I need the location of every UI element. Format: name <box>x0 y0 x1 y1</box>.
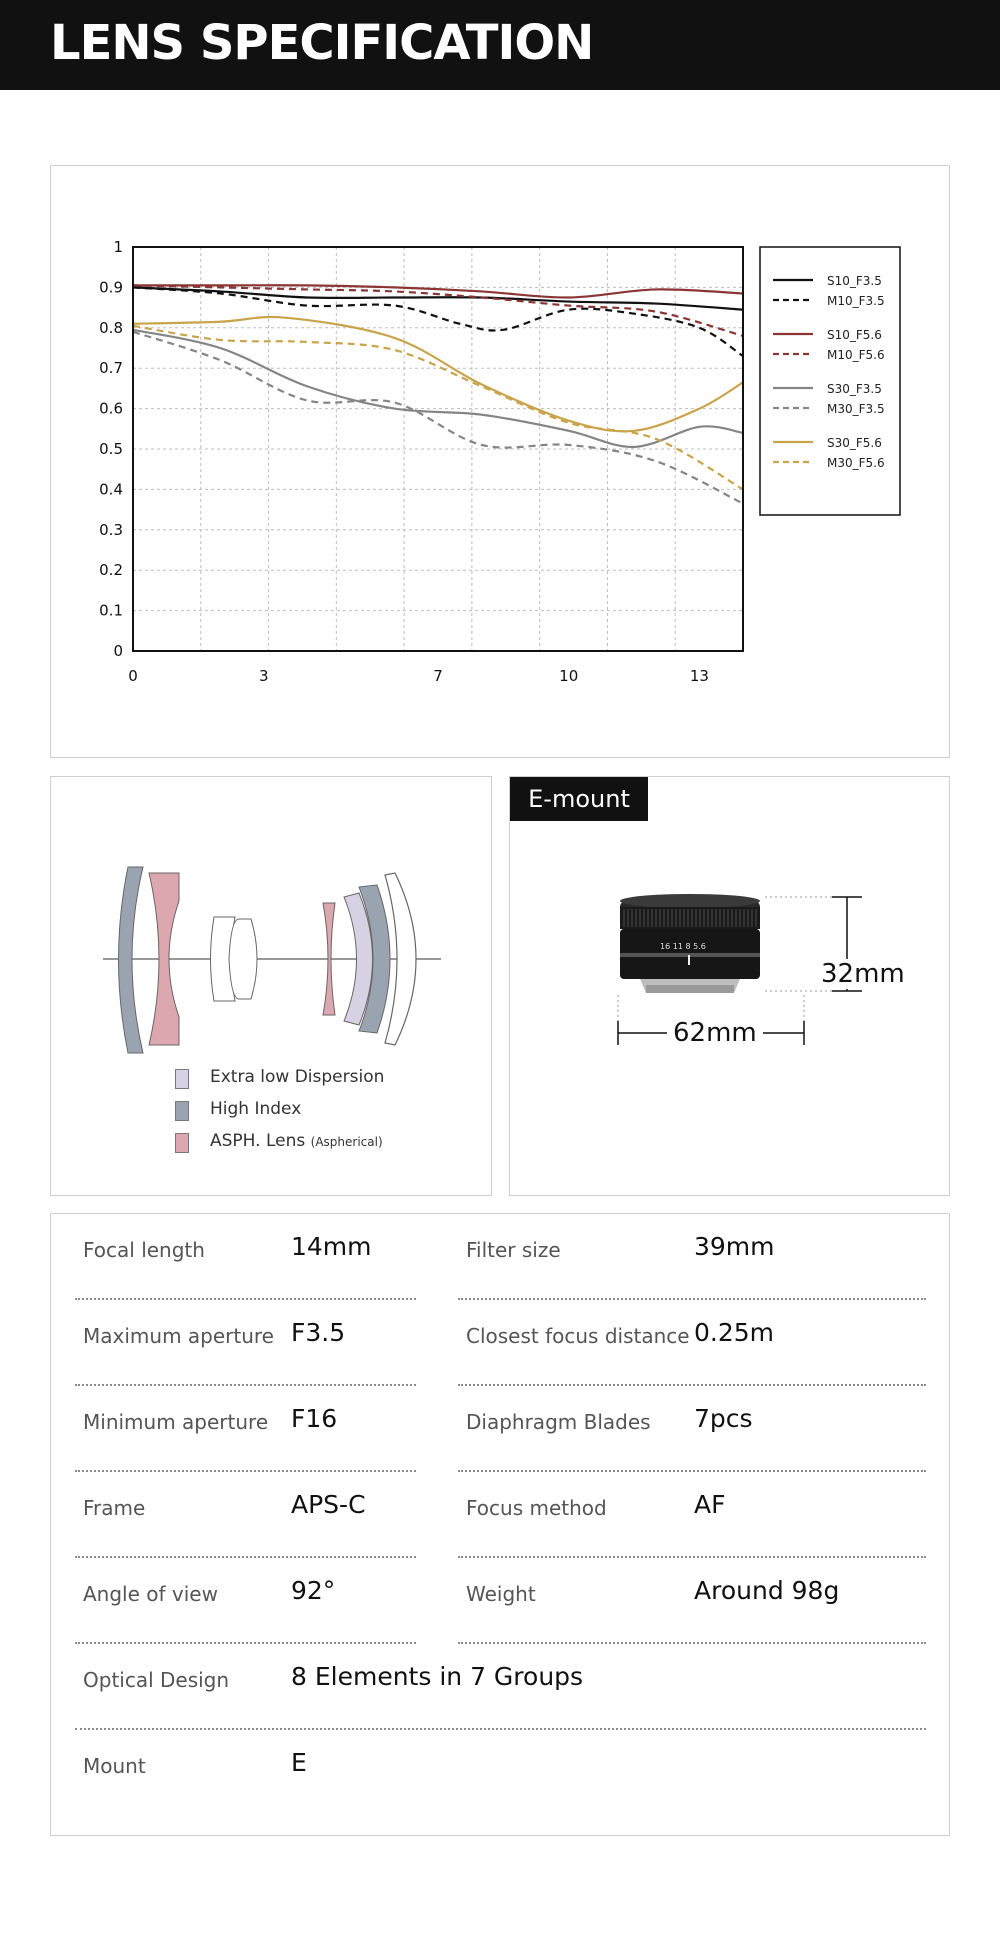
spec-row <box>75 1386 416 1472</box>
mtf-chart <box>51 166 949 757</box>
series-line-s30-f3-5 <box>133 330 743 447</box>
mtf-chart-panel <box>50 165 950 758</box>
spec-value: E <box>291 1748 307 1777</box>
spec-label: Minimum aperture <box>83 1410 269 1434</box>
spec-row <box>75 1730 926 1816</box>
x-tick-label: 0 <box>128 667 138 685</box>
y-ticks <box>99 238 123 660</box>
spec-value: 14mm <box>291 1232 372 1261</box>
series-line-s30-f5-6 <box>133 317 743 431</box>
asph-lens-swatch <box>175 1133 189 1153</box>
legend-entry: S30_F5.6 <box>827 436 882 450</box>
y-tick-label: 0.8 <box>99 318 123 337</box>
spec-label: Maximum aperture <box>83 1324 274 1348</box>
spec-row <box>458 1300 926 1386</box>
legend-entry: M10_F5.6 <box>827 348 885 362</box>
mount-dimensions-panel <box>509 776 950 1196</box>
spec-row <box>75 1300 416 1386</box>
x-tick-label: 3 <box>258 667 269 685</box>
page-title: LENS SPECIFICATION <box>50 15 594 71</box>
spec-row <box>458 1214 926 1300</box>
spec-value: F16 <box>291 1404 338 1433</box>
spec-row <box>458 1558 926 1644</box>
y-tick-label: 0.5 <box>99 440 123 458</box>
spec-table <box>50 1213 950 1836</box>
spec-value: 92° <box>291 1576 336 1605</box>
legend-label: Extra low Dispersion <box>210 1067 385 1087</box>
legend-entry: S30_F3.5 <box>827 382 882 396</box>
y-tick-label: 0.1 <box>99 601 123 620</box>
spec-label: Angle of view <box>83 1582 218 1606</box>
spec-row <box>75 1558 416 1644</box>
spec-value: AF <box>694 1490 726 1519</box>
legend-suffix: (Aspherical) <box>310 1135 383 1149</box>
y-tick-label: 0.7 <box>99 359 123 378</box>
spec-value: 0.25m <box>694 1318 775 1347</box>
spec-value: 7pcs <box>694 1404 753 1433</box>
spec-row <box>458 1386 926 1472</box>
spec-value: F3.5 <box>291 1318 346 1347</box>
height-dimension-label: 32mm <box>815 959 911 989</box>
y-tick-label: 0.2 <box>99 561 123 580</box>
x-tick-label: 13 <box>689 667 709 685</box>
chart-grid <box>133 247 743 651</box>
spec-value: 39mm <box>694 1232 775 1261</box>
lens-element-1 <box>119 867 144 1053</box>
x-tick-label: 7 <box>433 667 443 685</box>
page-header <box>0 0 1000 90</box>
series-line-m10-f5-6 <box>133 285 743 336</box>
spec-label: Filter size <box>466 1238 561 1262</box>
legend-label: High Index <box>210 1099 302 1119</box>
lens-diagram <box>51 837 491 1067</box>
series-line-s10-f3-5 <box>133 287 743 309</box>
spec-label: Frame <box>83 1496 146 1520</box>
spec-value: Around 98g <box>694 1576 840 1605</box>
x-tick-label: 10 <box>559 667 579 685</box>
legend-entry: S10_F5.6 <box>827 328 882 342</box>
spec-row <box>75 1644 926 1730</box>
extra-low-dispersion-swatch <box>175 1069 189 1089</box>
spec-label: Focus method <box>466 1496 607 1520</box>
spec-value: APS-C <box>291 1490 366 1519</box>
chart-series-layer <box>133 285 743 503</box>
spec-row <box>75 1214 416 1300</box>
mount-tag: E-mount <box>510 777 648 821</box>
y-tick-label: 0.3 <box>99 520 123 539</box>
high-index-swatch <box>175 1101 189 1121</box>
legend-label: ASPH. Lens (Aspherical) <box>210 1131 383 1151</box>
y-tick-label: 0.6 <box>99 399 123 418</box>
y-tick-label: 0 <box>113 642 123 660</box>
spec-label: Focal length <box>83 1238 205 1262</box>
legend-entry: M30_F3.5 <box>827 402 885 416</box>
y-tick-label: 0.4 <box>99 480 123 499</box>
legend-entry: M30_F5.6 <box>827 456 885 470</box>
spec-label: Mount <box>83 1754 146 1778</box>
aperture-markings: 16 11 8 5.6 <box>660 942 706 951</box>
width-dimension-label: 62mm <box>667 1018 763 1048</box>
series-line-m30-f3-5 <box>133 332 743 504</box>
spec-row <box>75 1472 416 1558</box>
spec-label: Diaphragm Blades <box>466 1410 651 1434</box>
legend-entry: S10_F3.5 <box>827 274 882 288</box>
y-tick-label: 1 <box>113 238 123 256</box>
y-tick-label: 0.9 <box>99 278 123 297</box>
lens-element-4 <box>229 919 257 999</box>
lens-product-image <box>510 867 950 1167</box>
spec-label: Weight <box>466 1582 536 1606</box>
spec-value: 8 Elements in 7 Groups <box>291 1662 584 1691</box>
spec-row <box>458 1472 926 1558</box>
legend-entry: M10_F3.5 <box>827 294 885 308</box>
focus-ring-grip <box>620 907 760 929</box>
spec-label: Optical Design <box>83 1668 230 1692</box>
spec-label: Closest focus distance <box>466 1324 690 1348</box>
x-ticks <box>128 667 709 685</box>
lens-structure-panel <box>50 776 492 1196</box>
